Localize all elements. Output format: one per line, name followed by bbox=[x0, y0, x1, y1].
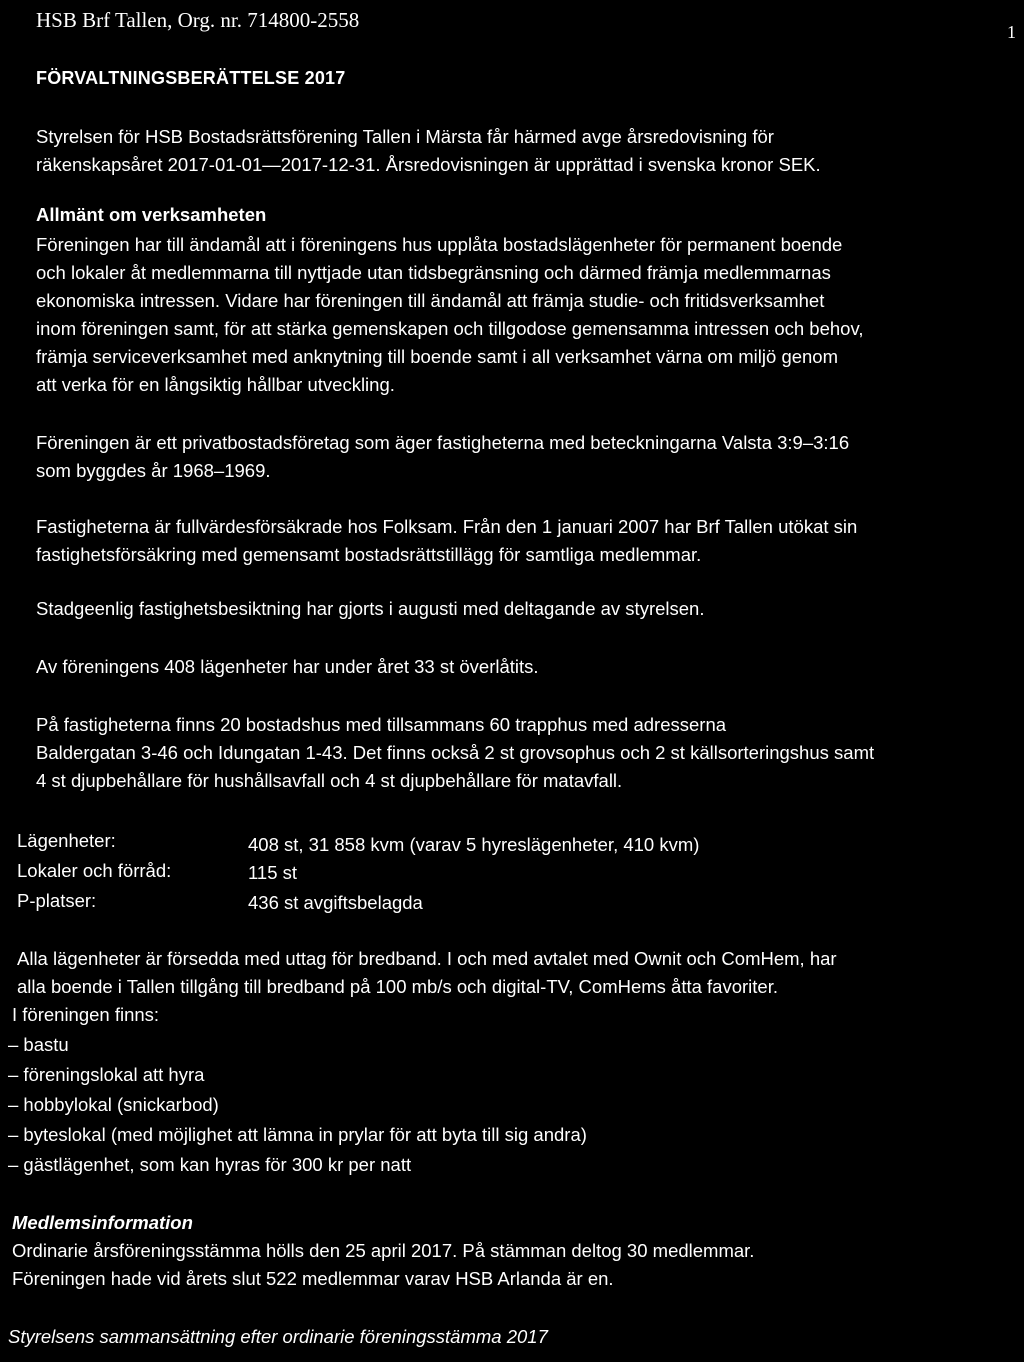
paragraph-line: och lokaler åt medlemmarna till nyttjade utan tidsbegränsning och därmed främja medlemmarnas bbox=[36, 262, 831, 283]
paragraph-line: ekonomiska intressen. Vidare har föreningen till ändamål att främja studie- och fritidsverksamhet bbox=[36, 290, 825, 311]
property-label: Lägenheter: bbox=[17, 830, 116, 851]
paragraph-line: 4 st djupbehållare för hushållsavfall och 4 st djupbehållare för matavfall. bbox=[36, 770, 623, 791]
organization-header: HSB Brf Tallen, Org. nr. 714800-2558 bbox=[36, 8, 360, 32]
paragraph-line: inom föreningen samt, för att stärka gemenskapen och tillgodose gemensamma intressen och behov, bbox=[36, 318, 864, 339]
paragraph-line: Alla lägenheter är försedda med uttag för bredband. I och med avtalet med Ownit och ComHem, har bbox=[17, 948, 837, 969]
section-heading-styrelse: Styrelsens sammansättning efter ordinarie föreningsstämma 2017 bbox=[8, 1326, 548, 1347]
page-title: FÖRVALTNINGSBERÄTTELSE 2017 bbox=[36, 68, 346, 88]
list-item: – hobbylokal (snickarbod) bbox=[8, 1094, 219, 1115]
paragraph-line: Föreningen har till ändamål att i föreningens hus upplåta bostadslägenheter för permanent boende bbox=[36, 234, 843, 255]
paragraph-line: Ordinarie årsföreningsstämma hölls den 25 april 2017. På stämman deltog 30 medlemmar. bbox=[12, 1240, 755, 1261]
paragraph-line: På fastigheterna finns 20 bostadshus med tillsammans 60 trapphus med adresserna bbox=[36, 714, 727, 735]
list-item: – gästlägenhet, som kan hyras för 300 kr per natt bbox=[8, 1154, 412, 1175]
paragraph-line: att verka för en långsiktig hållbar utveckling. bbox=[36, 374, 395, 395]
paragraph-line: Stadgeenlig fastighetsbesiktning har gjorts i augusti med deltagande av styrelsen. bbox=[36, 598, 705, 619]
paragraph-line: Föreningen hade vid årets slut 522 medlemmar varav HSB Arlanda är en. bbox=[12, 1268, 614, 1289]
property-label: Lokaler och förråd: bbox=[17, 860, 172, 881]
section-heading-verksamhet: Allmänt om verksamheten bbox=[36, 204, 267, 225]
property-value: 408 st, 31 858 kvm (varav 5 hyreslägenheter, 410 kvm) bbox=[248, 834, 700, 855]
paragraph-line: I föreningen finns: bbox=[12, 1004, 160, 1025]
property-value: 436 st avgiftsbelagda bbox=[248, 892, 423, 913]
list-item: – byteslokal (med möjlighet att lämna in prylar för att byta till sig andra) bbox=[8, 1124, 587, 1145]
paragraph-line: Föreningen är ett privatbostadsföretag som äger fastigheterna med beteckningarna Valsta 3:9–3:16 bbox=[36, 432, 850, 453]
paragraph-line: främja serviceverksamhet med anknytning till boende samt i all verksamhet värna om miljö genom bbox=[36, 346, 839, 367]
paragraph-line: Fastigheterna är fullvärdesförsäkrade hos Folksam. Från den 1 januari 2007 har Brf Tallen utökat sin bbox=[36, 516, 858, 537]
list-item: – föreningslokal att hyra bbox=[8, 1064, 205, 1085]
intro-line: räkenskapsåret 2017-01-01—2017-12-31. Årsredovisningen är upprättad i svenska kronor SEK. bbox=[36, 154, 821, 175]
list-item: – bastu bbox=[8, 1034, 69, 1055]
page-number: 1 bbox=[1007, 22, 1016, 42]
section-heading-medlemsinformation: Medlemsinformation bbox=[12, 1212, 193, 1233]
paragraph-line: som byggdes år 1968–1969. bbox=[36, 460, 271, 481]
paragraph-line: fastighetsförsäkring med gemensamt bostadsrättstillägg för samtliga medlemmar. bbox=[36, 544, 702, 565]
property-value: 115 st bbox=[248, 862, 298, 883]
property-label: P-platser: bbox=[17, 890, 97, 911]
intro-line: Styrelsen för HSB Bostadsrättsförening Tallen i Märsta får härmed avge årsredovisning för bbox=[36, 126, 774, 147]
paragraph-line: alla boende i Tallen tillgång till bredband på 100 mb/s och digital-TV, ComHems åtta favoriter. bbox=[17, 976, 778, 997]
paragraph-line: Baldergatan 3-46 och Idungatan 1-43. Det finns också 2 st grovsophus och 2 st källsorteringshus samt bbox=[36, 742, 875, 763]
paragraph-line: Av föreningens 408 lägenheter har under året 33 st överlåtits. bbox=[36, 656, 539, 677]
